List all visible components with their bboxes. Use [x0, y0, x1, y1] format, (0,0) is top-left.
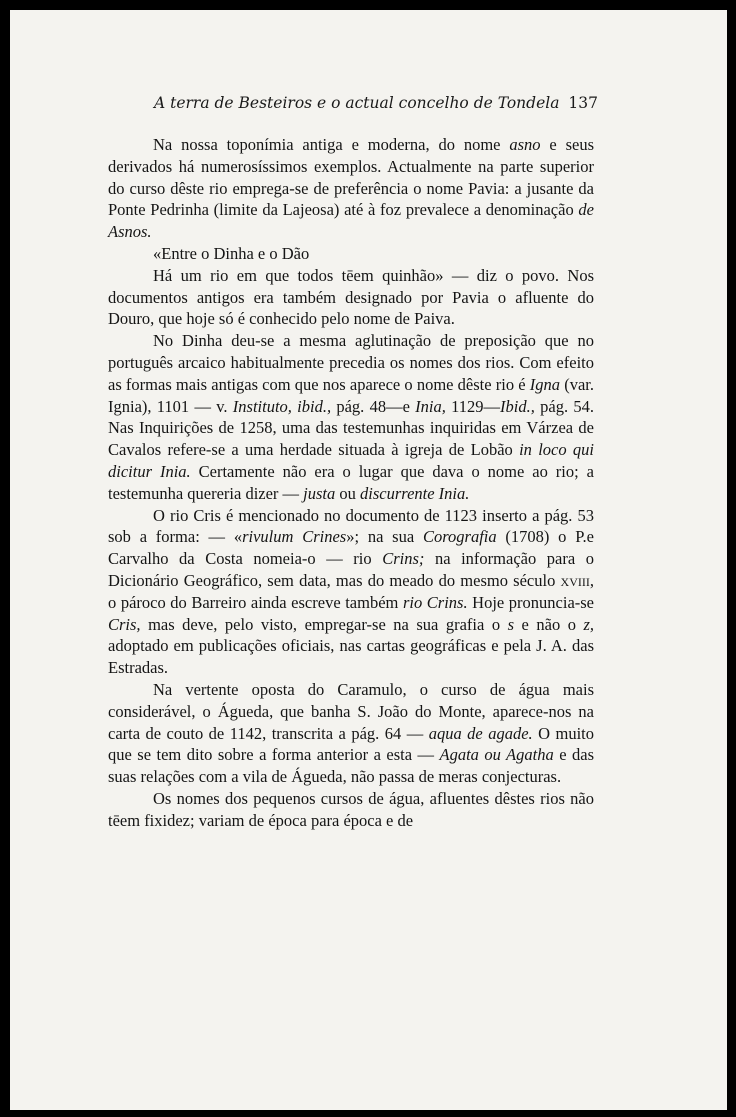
- italic-span: Inia,: [415, 396, 446, 416]
- italic-span: Igna: [529, 374, 561, 394]
- text-span: pág. 54. Nas Inquirições de 1258, uma das testemunhas inquiridas em Várzea de Cavalos refere-se a uma herdade situada à igreja de Lobão: [108, 396, 594, 460]
- text-span: mas deve, pelo visto, empregar-se na sua grafia o: [140, 614, 508, 634]
- text-span: No Dinha deu-se a mesma aglutinação de preposição que no português arcaico habitualmente precedia os nomes dos rios. Com efeito as formas mais antigas com que nos aparece o nome dêste rio é: [108, 331, 594, 394]
- text-span: e seus derivados há numerosíssimos exemplos. Actualmente na parte superior do curso dêste rio emprega-se de preferência o nome Pavia: a jusante da Ponte Pedrinha (limite da Lajeosa) até à foz prevalece a denominação: [108, 135, 594, 220]
- text-span: O muito que se tem dito sobre a forma anterior a esta —: [108, 723, 594, 765]
- page-number: 137: [568, 94, 598, 112]
- paragraph: [108, 134, 594, 243]
- italic-span: rio Crins.: [402, 592, 468, 612]
- paragraph: [108, 679, 594, 788]
- body-text: [108, 134, 594, 832]
- text-span: O rio Cris é mencionado no documento de 1123 inserto a pág. 53 sob a forma: — «: [108, 505, 594, 547]
- text-span: e não o: [514, 614, 584, 634]
- italic-span: Crins;: [382, 549, 425, 569]
- italic-span: in loco qui dicitur Inia.: [108, 440, 594, 481]
- text-span: (1708) o P.e Carvalho da Costa nomeia-o — rio: [108, 527, 594, 569]
- paragraph: [108, 330, 594, 504]
- text-span: «Entre o Dinha e o Dão: [153, 243, 310, 263]
- italic-span: Ibid.,: [500, 396, 535, 416]
- italic-span: s: [507, 614, 515, 634]
- text-span: Hoje pronuncia-se: [467, 592, 595, 612]
- text-span: , o pároco do Barreiro ainda escreve também: [108, 570, 594, 612]
- text-span: ou: [335, 483, 361, 503]
- italic-span: Corografia: [422, 527, 497, 547]
- text-span: na informação para o Dicionário Geográfico, sem data, mas do meado do mesmo século: [108, 549, 595, 590]
- italic-span: z,: [583, 614, 595, 634]
- text-span: e das suas relações com a vila de Águeda, não passa de meras conjecturas.: [108, 745, 594, 787]
- text-span: »; na sua: [346, 527, 423, 547]
- italic-span: discurrente Inia.: [360, 483, 470, 503]
- italic-span: Agata ou Agatha: [439, 745, 554, 765]
- text-span: (var. Ignia), 1101 — v.: [108, 374, 594, 416]
- text-span: Há um rio em que todos tēem quinhão» — diz o povo. Nos documentos antigos era também designado por Pavia o afluente do Douro, que hoje só é conhecido pelo nome de Paiva.: [108, 265, 594, 329]
- running-title: A terra de Besteiros e o actual concelho de Tondela: [154, 94, 560, 112]
- italic-span: Cris,: [108, 614, 141, 634]
- text-span: Na nossa toponímia antiga e moderna, do nome: [153, 135, 510, 154]
- italic-span: Instituto, ibid.,: [232, 396, 332, 416]
- text-span: Na vertente oposta do Caramulo, o curso de água mais considerável, o Águeda, que banha S. João do Monte, aparece-nos na carta de couto de 1142, transcrita a pág. 64 —: [108, 679, 594, 743]
- italic-span: aqua de agade.: [428, 723, 533, 743]
- text-span: adoptado em publicações oficiais, nas cartas geográficas e pela J. A. das Estradas.: [108, 636, 594, 678]
- paragraph: [108, 505, 594, 679]
- italic-span: asno: [509, 135, 541, 154]
- text-span: 1129—: [445, 396, 501, 416]
- paragraph: [108, 265, 594, 330]
- text-span: Certamente não era o lugar que dava o nome ao rio; a testemunha quereria dizer —: [108, 461, 595, 503]
- italic-span: justa: [303, 483, 336, 503]
- text-span: pág. 48—e: [331, 396, 416, 416]
- italic-span: rivulum Crines: [242, 527, 347, 547]
- italic-span: de Asnos.: [108, 200, 594, 242]
- quote-line: [153, 243, 594, 265]
- small-caps-span: xviii: [560, 570, 590, 590]
- paragraph: [108, 788, 594, 832]
- text-span: Os nomes dos pequenos cursos de água, afluentes dêstes rios não tēem fixidez; variam de época para época e de: [108, 788, 594, 830]
- book-page: [10, 10, 727, 1110]
